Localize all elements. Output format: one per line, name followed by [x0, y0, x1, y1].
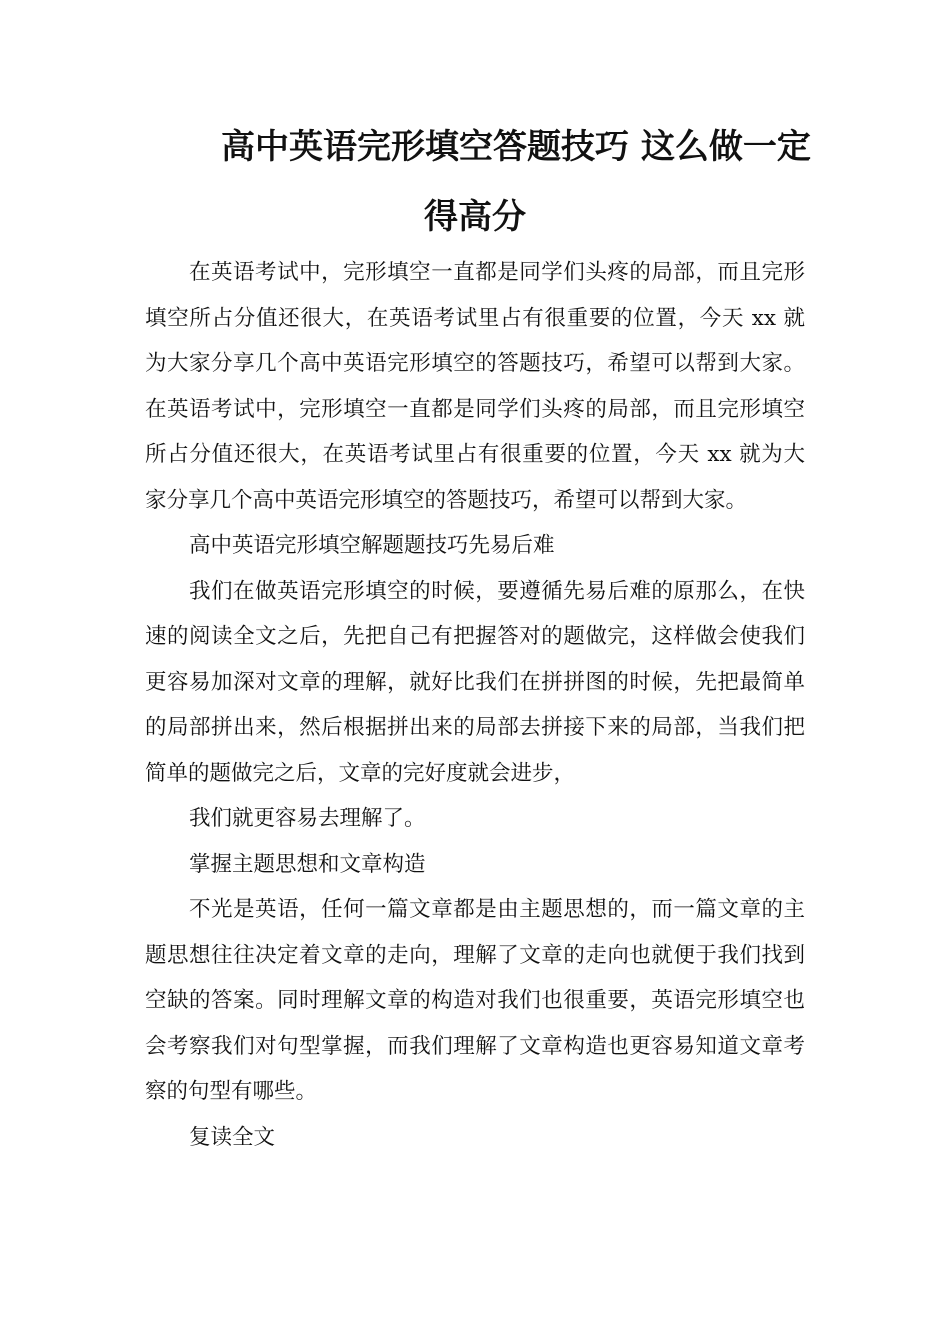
title-line-2: 得高分: [424, 197, 526, 237]
section-heading-easy-first: 高中英语完形填空解题题技巧先易后难: [189, 533, 555, 558]
section-heading-reread: 复读全文: [189, 1124, 276, 1150]
document-title: [145, 112, 811, 252]
section-heading-theme-structure: 掌握主题思想和文章构造: [189, 851, 426, 877]
body-paragraph: 不光是英语，任何一篇文章都是由主题思想的，而一篇文章的主题思想往往决定着文章的走向，理解了文章的走向也就便于我们找到空缺的答案。同时理解文章的构造对我们也很重要，英语完形填空也会考察我们对句型掌握，而我们理解了文章构造也更容易知道文章考察的句型有哪些。: [145, 897, 805, 1104]
document-body: [145, 250, 805, 1160]
body-paragraph: 我们在做英语完形填空的时候，要遵循先易后难的原那么，在快速的阅读全文之后，先把自己有把握答对的题做完，这样做会使我们更容易加深对文章的理解，就好比我们在拼拼图的时候，先把最简单的局部拼出来，然后根据拼出来的局部去拼接下来的局部，当我们把简单的题做完之后，文章的完好度就会进步，: [145, 578, 805, 786]
intro-paragraph: 在英语考试中，完形填空一直都是同学们头疼的局部，而且完形填空所占分值还很大，在英语考试里占有很重要的位置，今天 xx 就为大家分享几个高中英语完形填空的答题技巧，希望可以帮到大家。在英语考试中，完形填空一直都是同学们头疼的局部，而且完形填空所占分值还很大，在英语考试里占有很重要的位置，今天 xx 就为大家分享几个高中英语完形填空的答题技巧，希望可以帮到大家。: [145, 260, 805, 513]
title-line-1: 高中英语完形填空答题技巧 这么做一定: [221, 127, 811, 167]
body-paragraph-short: 我们就更容易去理解了。: [189, 806, 426, 831]
